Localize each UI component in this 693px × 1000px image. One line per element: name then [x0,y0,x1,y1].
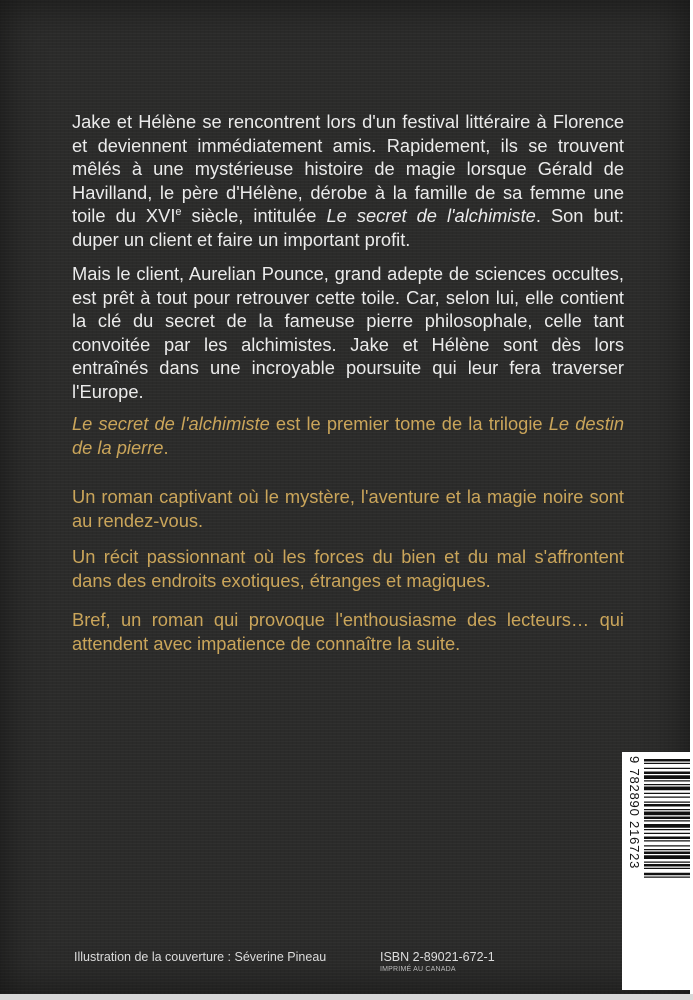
barcode-bar [644,820,690,821]
barcode-bar [644,802,690,803]
barcode-bar [644,864,690,867]
barcode-bar [644,763,690,764]
synopsis-text-1c: . Son but: duper un client et faire un important profit. [72,205,624,250]
barcode-bar [644,877,690,878]
barcode-bar [644,837,690,840]
barcode-bar [644,868,690,869]
barcode-bar [644,852,690,855]
barcode-bar [644,772,690,775]
barcode-bar [644,775,690,779]
barcode-bars [644,756,690,986]
barcode-bar [644,845,690,846]
praise-paragraph-3: Bref, un roman qui provoque l'enthousiasme des lecteurs… qui attendent avec impatience de connaître la suite. [72,609,624,654]
century-superscript: e [175,206,182,219]
isbn-barcode [622,752,690,990]
series-title: Le destin de la pierre [72,413,624,458]
barcode-bar [644,793,690,794]
book-title-inline: Le secret de l'alchimiste [326,205,536,227]
barcode-bar [644,787,690,791]
synopsis-text-1a: Jake et Hélène se rencontrent lors d'un festival littéraire à Florence et deviennent immédiatement amis. Rapidement, ils se trouvent mêlés à une mystérieuse histoire de magie lorsque Gérald de Havilland, le père d'Hélène, dérobe à la famille de sa femme une toile du XVI [72,111,624,227]
isbn-number: ISBN 2-89021-672-1 [380,950,495,964]
barcode-digits: 9 782890 216723 [627,756,642,870]
barcode-bar [644,817,690,820]
barcode-bar [644,768,690,769]
barcode-bar [644,759,690,762]
praise-paragraph-2: Un récit passionnant où les forces du bien et du mal s'affrontent dans des endroits exotiques, étranges et magiques. [72,546,624,591]
printed-in-label: IMPRIMÉ AU CANADA [380,966,456,973]
barcode-bar [644,812,690,816]
series-text: est le premier tome de la trilogie [269,413,549,434]
series-end: . [163,436,169,458]
series-paragraph [72,412,624,459]
synopsis-paragraph-1 [72,110,624,252]
barcode-bar [644,780,690,781]
illustration-credit: Illustration de la couverture : Séverine Pineau [74,950,327,964]
barcode-bar [644,809,690,810]
barcode-bar [644,862,690,863]
page-edge [0,994,693,1000]
praise-paragraph-1: Un roman captivant où le mystère, l'aventure et la magie noire sont au rendez-vous. [72,486,624,531]
barcode-bar [644,784,690,785]
barcode-bar [644,824,690,828]
synopsis-paragraph-2: Mais le client, Aurelian Pounce, grand adepte de sciences occultes, est prêt à tout pour retrouver cette toile. Car, selon lui, elle contient la clé du secret de la fameuse pierre philosophale, celle tant convoitée par les alchimistes. Jake et Hélène sont dès lors entraînés dans une incroyable poursuite qui leur fera traverser l'Europe. [72,263,624,402]
synopsis-text-1b: siècle, intitulée [181,205,327,227]
barcode-bar [644,849,690,850]
barcode-bar [644,855,690,859]
book-title-highlight: Le secret de l'alchimiste [72,413,270,434]
barcode-bar [644,797,690,798]
barcode-bar [644,840,690,841]
barcode-bar [644,873,690,876]
barcode-bar [644,829,690,830]
barcode-bar [644,833,690,834]
barcode-bar [644,804,690,807]
